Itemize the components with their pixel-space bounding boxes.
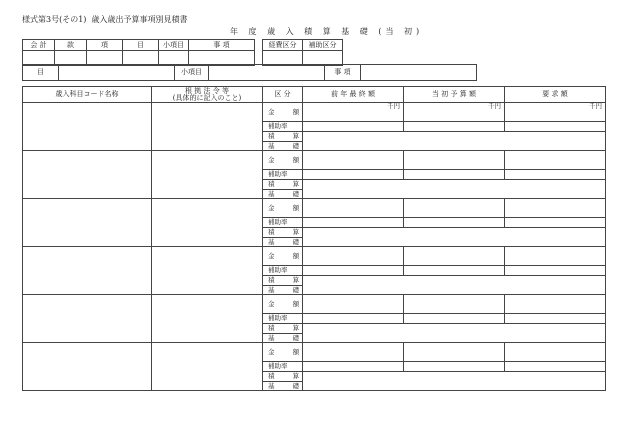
line2-moku-label: 目 <box>23 65 59 81</box>
initial-budget-cell[interactable] <box>404 199 505 218</box>
initial-budget-cell[interactable] <box>404 314 505 324</box>
prev-final-cell[interactable] <box>303 247 404 266</box>
name-line-table <box>22 64 477 81</box>
prev-final-cell[interactable] <box>303 362 404 372</box>
col-header-prev-final: 前 年 最 終 額 <box>303 87 404 103</box>
basis-cell[interactable] <box>152 343 263 391</box>
category-label-sekisan: 積 算 <box>263 132 303 142</box>
header-hojo: 補助区分 <box>303 40 343 51</box>
request-cell[interactable] <box>505 362 606 372</box>
account-name-cell[interactable] <box>23 103 152 151</box>
col-header-basis-line1: 根 拠 法 令 等 <box>185 86 229 95</box>
initial-budget-cell[interactable] <box>404 266 505 276</box>
calculation-basis-cell[interactable] <box>303 324 606 343</box>
form-title: 歳入歳出予算事項別見積書 <box>91 15 188 24</box>
basis-cell[interactable] <box>152 295 263 343</box>
prev-final-cell[interactable] <box>303 218 404 228</box>
block-1-row-kingaku <box>23 103 606 122</box>
col-header-category: 区 分 <box>263 87 303 103</box>
category-label-kingaku: 金 額 <box>263 343 303 362</box>
calculation-basis-cell[interactable] <box>303 180 606 199</box>
calculation-basis-cell[interactable] <box>303 276 606 295</box>
account-name-cell[interactable] <box>23 343 152 391</box>
basis-cell[interactable] <box>152 199 263 247</box>
category-label-kiso: 基 礎 <box>263 334 303 343</box>
header-kaikei: 会 計 <box>23 40 55 51</box>
col-header-initial-budget: 当 初 予 算 額 <box>404 87 505 103</box>
category-label-kiso: 基 礎 <box>263 382 303 391</box>
header-kou: 項 <box>87 40 123 51</box>
col-header-request: 要 求 額 <box>505 87 606 103</box>
block-4-row-kingaku <box>23 247 606 266</box>
category-label-hojoritsu: 補助率 <box>263 266 303 276</box>
calculation-basis-cell[interactable] <box>303 132 606 151</box>
category-label-sekisan: 積 算 <box>263 180 303 190</box>
prev-final-cell[interactable] <box>303 295 404 314</box>
category-label-kiso: 基 礎 <box>263 238 303 247</box>
category-label-sekisan: 積 算 <box>263 372 303 382</box>
calculation-basis-cell[interactable] <box>303 372 606 391</box>
col-header-basis-line2: (具体的に記入のこと) <box>172 93 242 102</box>
category-label-sekisan: 積 算 <box>263 324 303 334</box>
prev-final-cell[interactable] <box>303 170 404 180</box>
request-cell[interactable] <box>505 151 606 170</box>
prev-final-cell[interactable] <box>303 151 404 170</box>
block-6-row-kingaku <box>23 343 606 362</box>
prev-final-cell[interactable] <box>303 122 404 132</box>
initial-budget-cell[interactable] <box>404 295 505 314</box>
request-cell[interactable] <box>505 314 606 324</box>
initial-budget-cell[interactable] <box>404 122 505 132</box>
header-keihi: 経費区分 <box>263 40 303 51</box>
category-label-kingaku: 金 額 <box>263 199 303 218</box>
line2-jikou-label: 事 項 <box>325 65 361 81</box>
prev-final-cell[interactable] <box>303 343 404 362</box>
prev-final-cell[interactable] <box>303 199 404 218</box>
line2-shoukoumoku-label: 小項目 <box>175 65 209 81</box>
header-jikou: 事 項 <box>189 40 255 51</box>
category-label-hojoritsu: 補助率 <box>263 122 303 132</box>
code-header-table <box>22 39 343 66</box>
prev-final-cell[interactable] <box>303 266 404 276</box>
category-label-hojoritsu: 補助率 <box>263 314 303 324</box>
block-5-row-kingaku <box>23 295 606 314</box>
col-header-basis <box>152 87 263 103</box>
category-label-sekisan: 積 算 <box>263 228 303 238</box>
header-shoukoumoku: 小項目 <box>159 40 189 51</box>
block-3-row-kingaku <box>23 199 606 218</box>
request-cell[interactable] <box>505 199 606 218</box>
account-name-cell[interactable] <box>23 199 152 247</box>
request-cell[interactable] <box>505 266 606 276</box>
initial-budget-cell[interactable]: 千円 <box>404 103 505 122</box>
initial-budget-cell[interactable] <box>404 218 505 228</box>
account-name-cell[interactable] <box>23 151 152 199</box>
category-label-kiso: 基 礎 <box>263 190 303 199</box>
form-label-title <box>22 16 188 24</box>
prev-final-cell[interactable] <box>303 314 404 324</box>
category-label-kiso: 基 礎 <box>263 142 303 151</box>
request-cell[interactable] <box>505 218 606 228</box>
form-heading: 年 度 歳 入 積 算 基 礎 (当 初) <box>230 27 424 36</box>
request-cell[interactable] <box>505 170 606 180</box>
calculation-basis-cell[interactable] <box>303 228 606 247</box>
request-cell[interactable] <box>505 122 606 132</box>
col-header-account: 歳入科目コード名称 <box>23 87 152 103</box>
header-gap <box>255 40 263 51</box>
category-label-kingaku: 金 額 <box>263 295 303 314</box>
line2-jikou-input[interactable] <box>361 65 477 81</box>
category-label-hojoritsu: 補助率 <box>263 170 303 180</box>
basis-cell[interactable] <box>152 103 263 151</box>
request-cell[interactable] <box>505 343 606 362</box>
initial-budget-cell[interactable] <box>404 343 505 362</box>
initial-budget-cell[interactable] <box>404 151 505 170</box>
header-moku: 目 <box>123 40 159 51</box>
prev-final-cell[interactable]: 千円 <box>303 103 404 122</box>
category-label-kingaku: 金 額 <box>263 103 303 122</box>
line2-moku-input[interactable] <box>59 65 175 81</box>
category-label-hojoritsu: 補助率 <box>263 362 303 372</box>
category-label-hojoritsu: 補助率 <box>263 218 303 228</box>
block-2-row-kingaku <box>23 151 606 170</box>
basis-cell[interactable] <box>152 151 263 199</box>
line2-shoukoumoku-input[interactable] <box>209 65 325 81</box>
initial-budget-cell[interactable] <box>404 170 505 180</box>
category-label-sekisan: 積 算 <box>263 276 303 286</box>
category-label-kingaku: 金 額 <box>263 151 303 170</box>
request-cell[interactable]: 千円 <box>505 103 606 122</box>
category-label-kiso: 基 礎 <box>263 286 303 295</box>
account-name-cell[interactable] <box>23 247 152 295</box>
header-kan: 款 <box>55 40 87 51</box>
request-cell[interactable] <box>505 295 606 314</box>
category-label-kingaku: 金 額 <box>263 247 303 266</box>
initial-budget-cell[interactable] <box>404 247 505 266</box>
account-name-cell[interactable] <box>23 295 152 343</box>
form-label: 様式第3号(その1) <box>22 15 87 24</box>
basis-cell[interactable] <box>152 247 263 295</box>
initial-budget-cell[interactable] <box>404 362 505 372</box>
estimate-table <box>22 86 606 391</box>
request-cell[interactable] <box>505 247 606 266</box>
